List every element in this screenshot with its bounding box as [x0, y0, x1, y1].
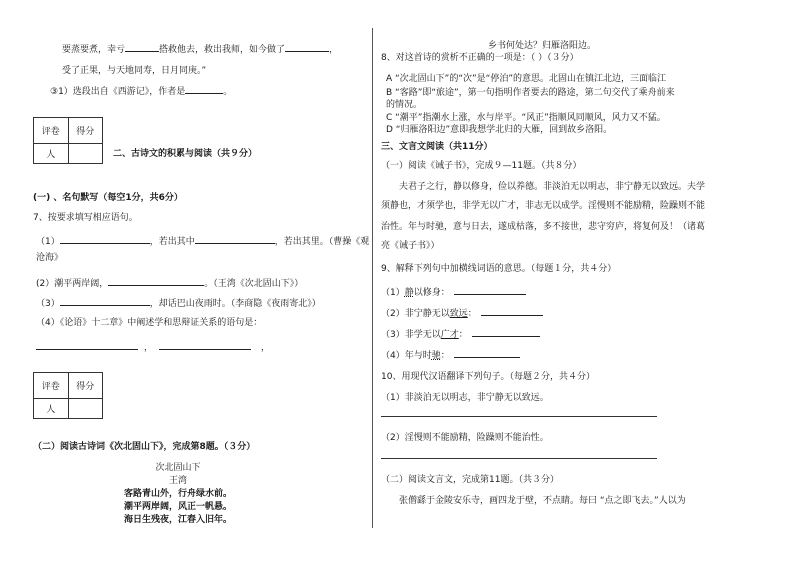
question-9: 9、解释下列句中加横线词语的意思。（每题１分，共４分）: [381, 264, 617, 274]
question-9-1: （1）静以修身：: [381, 285, 526, 299]
option-b: B “客路”即“旅途”，第一句指明作者要去的路途，第二句交代了乘舟前来: [386, 88, 675, 98]
blank[interactable]: [285, 42, 329, 52]
text-line: 亮《诫子书》）: [381, 241, 440, 251]
poem-title: 次北固山下: [155, 463, 201, 473]
question-7-4-answer: ， ，: [36, 340, 270, 354]
answer-blank[interactable]: [454, 348, 520, 358]
blank[interactable]: [60, 234, 150, 244]
blank[interactable]: [108, 276, 204, 286]
section-3-title: 三、文言文阅读（共11分）: [381, 142, 493, 152]
poem-author: 王湾: [168, 476, 187, 486]
answer-line[interactable]: [381, 458, 657, 459]
question-10-2: （2）淫慢则不能励精，险躁则不能治性。: [381, 433, 549, 443]
option-b-cont: 的情况。: [386, 100, 423, 110]
subsection-2-title: （二）阅读文言文，完成第11题。（共３分）: [381, 475, 559, 485]
question-9-2: （2）非宁静无以致远：: [381, 306, 543, 320]
left-column: [0, 0, 372, 562]
question-7-4: （4）《论语》十二章》中阐述学和思辩证关系的语句是：: [36, 318, 263, 328]
question-3: ③1）选段出自《西游记》，作者是 。: [50, 84, 232, 98]
poem-line: 海日生残夜，江春入旧年。: [123, 515, 232, 525]
passage-line-2: 受了正果，与天地同寿，日月同庚。”: [62, 66, 207, 76]
question-8: 8、对这首诗的赏析不正确的一项是：（ ）（３分）: [381, 53, 579, 63]
score-cell[interactable]: [68, 144, 103, 164]
blank[interactable]: [36, 340, 138, 350]
option-c: C “潮平”指潮水上涨，水与岸平。“风正”指顺风同顺风，风力又不猛。: [386, 113, 666, 123]
question-9-4: （4）年与时驰：: [381, 348, 520, 362]
blank[interactable]: [125, 42, 159, 52]
text-line: 治性。年与时驰，意与日去，遂成枯落，多不接世，悲守穷庐，将复何及！（诸葛: [381, 222, 706, 232]
blank[interactable]: [60, 296, 150, 306]
question-10: 10、用现代汉语翻译下列句子。（每题２分，共４分）: [381, 372, 595, 382]
text-line: 夫君子之行，静以修身，俭以养德。非淡泊无以明志，非宁静无以致远。夫学: [399, 182, 706, 192]
answer-blank[interactable]: [472, 327, 540, 337]
answer-blank[interactable]: [481, 306, 543, 316]
section-2-title: 二、古诗文的积累与阅读（共９分）: [113, 149, 258, 159]
poem-last-line: 乡书何处达？归雁洛阳边。: [488, 41, 597, 51]
subsection-1-title: (一) 、名句默写（每空1分，共6分）: [33, 193, 183, 203]
blank[interactable]: [159, 340, 251, 350]
option-d: D “归雁洛阳边”意即我想学北归的大雁，回到故乡洛阳。: [386, 125, 613, 135]
subsection-2-title: （二）阅读古诗词《次北固山下》，完成第8题。（３分）: [33, 442, 256, 452]
question-7-3: （3） ，却话巴山夜雨时。（李商隐《夜雨寄北》）: [36, 296, 321, 310]
option-a: A “次北固山下”的“次”是“停泊”的意思。北固山在镇江北边，三面临江: [386, 74, 666, 84]
answer-blank[interactable]: [454, 285, 526, 295]
answer-line[interactable]: [381, 416, 657, 417]
right-column: [378, 0, 794, 562]
question-7: 7、按要求填写相应语句。: [33, 213, 138, 223]
question-10-1: （1）非淡泊无以明志，非宁静无以致远。: [381, 393, 549, 403]
text-line: 须静也，才须学也，非学无以广才，非志无以成学。淫慢则不能励精，险躁则不能: [381, 201, 706, 211]
question-7-1: （1） ，若出其中 ，若出其里。（曹操《观: [36, 234, 369, 248]
subsection-1-title: （一）阅读《诫子书》，完成９—11题。（共８分）: [381, 161, 582, 171]
score-table-2: 评卷 得分 人: [33, 372, 103, 419]
poem-line: 客路青山外，行舟绿水前。: [123, 489, 232, 499]
blank[interactable]: [195, 234, 275, 244]
score-cell[interactable]: [68, 399, 103, 419]
text-line: 张僧繇于金陵安乐寺，画四龙于壁，不点睛。每曰 “点之即飞去。”人以为: [399, 496, 686, 506]
question-7-1-cont: 沧海》: [36, 253, 64, 263]
score-table-1: 评卷 得分 人: [33, 117, 103, 164]
column-divider: [372, 28, 373, 528]
passage-line-1: 要蒸要煮，幸亏 搭救他去，救出我师，如今做了 ，: [62, 42, 338, 56]
author-blank[interactable]: [185, 84, 223, 94]
poem-line: 潮平两岸阔，风正一帆悬。: [123, 502, 232, 512]
question-7-2: (2）潮平两岸阔， 。（王湾《次北固山下》）: [36, 276, 303, 290]
question-9-3: （3）非学无以广才：: [381, 327, 540, 341]
